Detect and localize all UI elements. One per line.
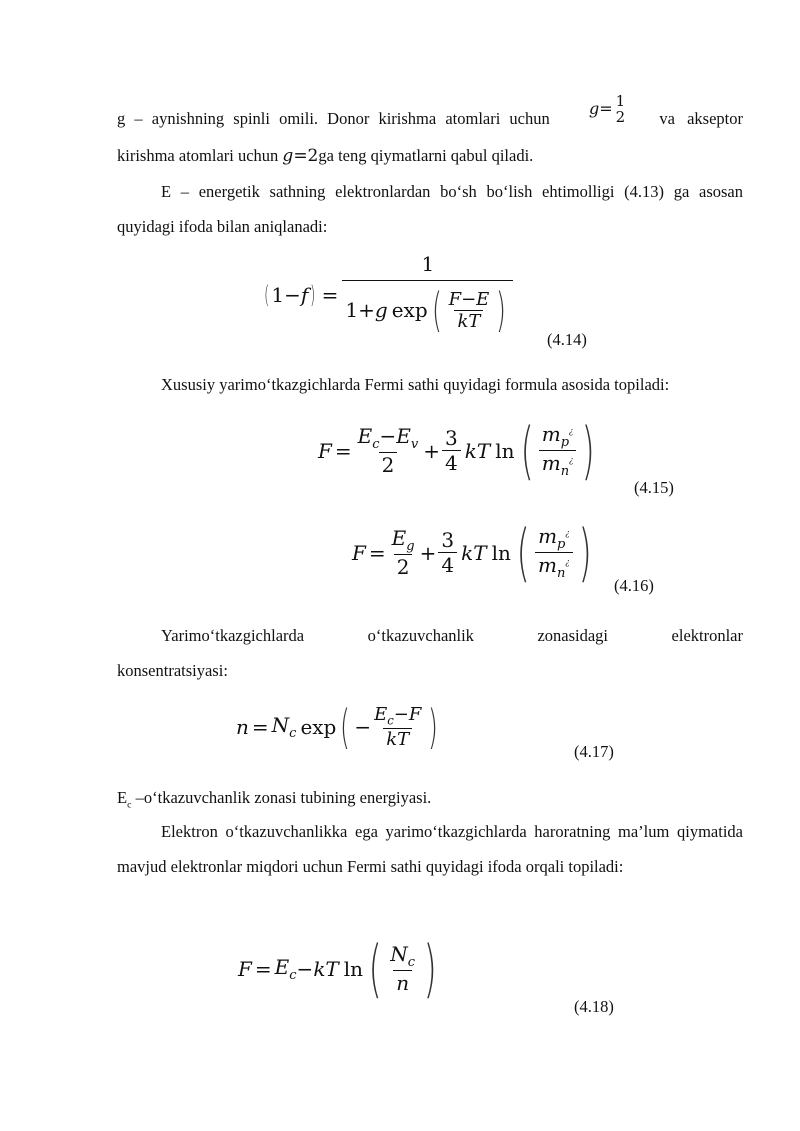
paragraph-g-definition xyxy=(117,91,743,136)
concentration-word: zonasidagi xyxy=(537,626,609,645)
equation-4-18: F = $E_c$ − kT ln ( $\frac{N_c}{n}$ ) xyxy=(238,932,437,1005)
equation-number-4-18: (4.18) xyxy=(574,997,614,1016)
paragraph-electron-concentration-l2 xyxy=(117,653,743,688)
g-definition-text: g – aynishning spinli omili. Donor kirishma atomlari uchun xyxy=(117,109,550,128)
acceptor-text: kirishma atomlari uchun xyxy=(117,146,279,165)
paragraph-electron-concentration-l1 xyxy=(117,618,743,653)
concentration-word: elektronlar xyxy=(671,626,743,645)
paragraph-n-type-fermi xyxy=(117,814,743,884)
intrinsic-fermi-text: Xususiy yarimo‘tkazgichlarda Fermi sathi quyidagi formula asosida topiladi: xyxy=(161,375,670,394)
equation-number-4-16: (4.16) xyxy=(614,576,654,595)
equation-number-4-17: (4.17) xyxy=(574,742,614,761)
equation-number-4-15: (4.15) xyxy=(634,478,674,497)
g-half-formula: g= 1 2 xyxy=(588,91,626,126)
paragraph-intrinsic-fermi xyxy=(117,367,743,402)
equation-4-16: F = $\frac{E_g}{2}$ + $\frac{3}{4}$ kT ln ( $\frac{m_p^¿}{m_n^¿}$ ) xyxy=(352,516,592,589)
equation-number-4-14: (4.14) xyxy=(547,330,587,349)
equation-4-14: ( 1 − f ) = 1 1+ g exp ( $\frac{F-E}{kT}$ ) xyxy=(262,252,513,337)
equation-4-17: n = $N_c$ exp ( − $\frac{E_c-F}{kT}$ ) xyxy=(236,700,439,754)
concentration-word: konsentratsiyasi: xyxy=(117,661,228,680)
g-definition-text-end: va akseptor xyxy=(659,109,743,128)
paragraph-empty-probability xyxy=(117,174,743,244)
g-two-formula: g=2 xyxy=(282,146,319,166)
concentration-word: Yarimo‘tkazgichlarda xyxy=(161,626,305,645)
concentration-word: o‘tkazuvchanlik xyxy=(367,626,474,645)
acceptor-text-end: ga teng qiymatlarni qabul qiladi. xyxy=(318,146,534,165)
empty-probability-text: E – energetik sathning elektronlardan bo‘sh bo‘lish ehtimolligi (4.13) ga asosan quyidagi ifoda bilan aniqlanadi: xyxy=(117,182,743,236)
equation-4-15: F = $\frac{E_c-E_v}{2}$ + $\frac{3}{4}$ kT ln ( $\frac{m_p^¿}{m_n^¿}$ ) xyxy=(318,414,596,487)
paragraph-g-acceptor xyxy=(117,138,743,174)
ec-definition-text: $E_c$ –o‘tkazuvchanlik zonasi tubining energiyasi. xyxy=(117,788,432,811)
concentration-text xyxy=(117,618,743,653)
n-type-fermi-text: Elektron o‘tkazuvchanlikka ega yarimo‘tkazgichlarda haroratning ma’lum qiymatida mavjud elektronlar miqdori uchun Fermi sathi quyidagi ifoda orqali topiladi: xyxy=(117,822,743,876)
